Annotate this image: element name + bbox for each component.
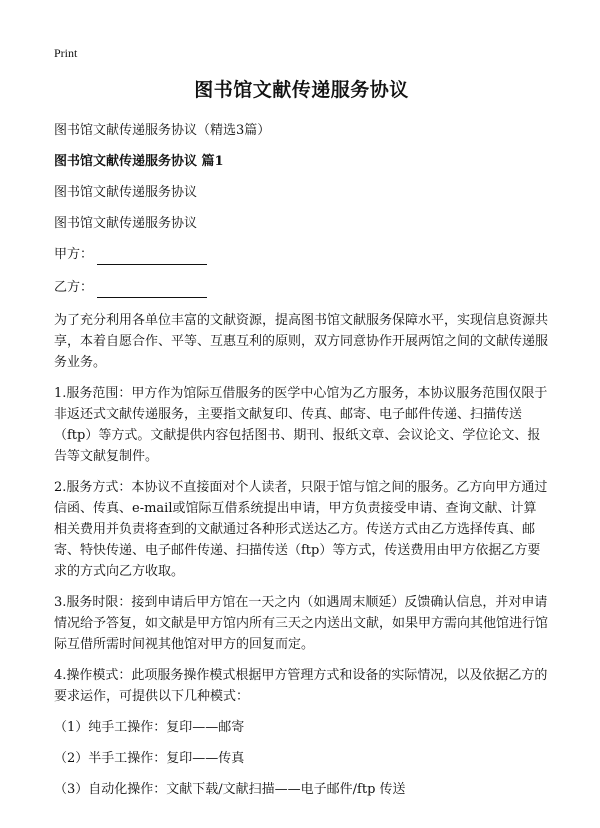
agreement-name-line-1: 图书馆文献传递服务协议 xyxy=(54,185,198,200)
agreement-name-line-2: 图书馆文献传递服务协议 xyxy=(54,216,198,231)
section-heading: 图书馆文献传递服务协议 篇1 xyxy=(54,154,224,169)
document-title: 图书馆文献传递服务协议 xyxy=(194,79,409,101)
party-a-label: 甲方： xyxy=(54,247,94,262)
clause-3-service-time: 3.服务时限：接到申请后甲方馆在一天之内（如遇周末顺延）反馈确认信息，并对申请情况给予答复，如文献是甲方馆内所有三天之内送出文献，如果甲方需向其他馆进行馆际互借所需时间视其他馆对甲方的回复而定。 xyxy=(54,595,549,652)
print-link[interactable]: Print xyxy=(54,46,78,60)
clause-4-operation-mode: 4.操作模式：此项服务操作模式根据甲方管理方式和设备的实际情况，以及依据乙方的要求运作，可提供以下几种模式： xyxy=(54,668,548,704)
mode-3-automated: （3）自动化操作：文献下载/文献扫描——电子邮件/ftp 传送 xyxy=(54,782,406,797)
mode-1-manual: （1）纯手工操作：复印——邮寄 xyxy=(54,720,245,735)
mode-2-semi-manual: （2）半手工操作：复印——传真 xyxy=(54,751,245,766)
clause-2-service-method: 2.服务方式：本协议不直接面对个人读者，只限于馆与馆之间的服务。乙方向甲方通过信函、传真、e-mail或馆际互借系统提出申请，甲方负责接受申请、查询文献、计算相关费用并负责将查到的文献通过各种形式送达乙方。传送方式由乙方选择传真、邮寄、特快传递、电子邮件传递、扫描传送（ftp）等方式，传送费用由甲方依据乙方要求的方式向乙方收取。 xyxy=(54,480,548,579)
document-body xyxy=(54,76,549,810)
party-a-line xyxy=(54,244,549,265)
party-b-blank xyxy=(97,283,207,298)
intro-paragraph: 为了充分利用各单位丰富的文献资源，提高图书馆文献服务保障水平，实现信息资源共享，本着自愿合作、平等、互惠互利的原则，双方同意协作开展两馆之间的文献传递服务业务。 xyxy=(54,313,549,370)
clause-1-service-scope: 1.服务范围：甲方作为馆际互借服务的医学中心馆为乙方服务，本协议服务范围仅限于非返还式文献传递服务，主要指文献复印、传真、邮寄、电子邮件传递、扫描传送（ftp）等方式。文献提供内容包括图书、期刊、报纸文章、会议论文、学位论文、报告等文献复制件。 xyxy=(54,386,548,464)
party-b-label: 乙方： xyxy=(54,280,94,295)
document-subtitle: 图书馆文献传递服务协议（精选3篇） xyxy=(54,123,271,138)
party-a-blank xyxy=(97,250,207,265)
party-b-line xyxy=(54,277,549,298)
